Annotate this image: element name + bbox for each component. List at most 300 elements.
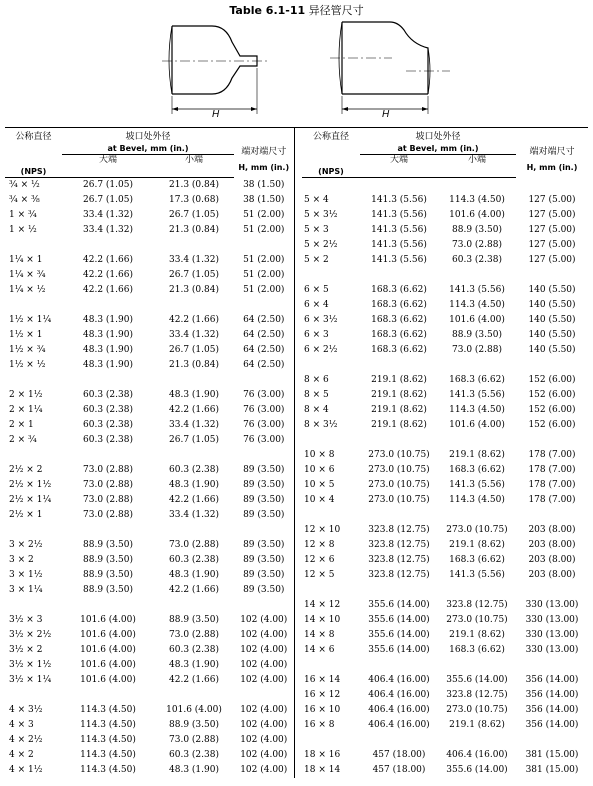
cell-h: 51 (2.00) [234, 223, 294, 238]
cell-nps [5, 238, 62, 253]
cell-h: 102 (4.00) [234, 748, 294, 763]
cell-h-right: 152 (6.00) [528, 375, 576, 385]
cell-od-large: 60.3 (2.38) [83, 405, 133, 415]
cell-od-large-right: 457 (18.00) [372, 750, 426, 760]
cell-nps-right: 6 × 3 [304, 330, 329, 340]
cell-od-small: 42.2 (1.66) [169, 495, 219, 505]
cell-od-small-right [438, 733, 516, 748]
cell-od-large: 26.7 (1.05) [83, 180, 133, 190]
cell-nps-right: 10 × 4 [304, 495, 335, 505]
cell-od-large-right: 406.4 (16.00) [368, 690, 430, 700]
cell-h-right: 152 (6.00) [528, 405, 576, 415]
table-row [5, 508, 588, 523]
cell-od-large-right: 168.3 (6.62) [371, 300, 427, 310]
table-number: Table 6.1-11 [229, 4, 306, 17]
cell-h: 76 (3.00) [234, 433, 294, 448]
cell-od-large: 73.0 (2.88) [83, 465, 133, 475]
cell-h-right: 140 (5.50) [528, 345, 576, 355]
cell-nps-right: 5 × 2 [304, 255, 329, 265]
header-h-en: H, mm (in.) [238, 163, 290, 173]
cell-h: 76 (3.00) [234, 403, 294, 418]
cell-od-large [62, 523, 154, 538]
cell-h: 89 (3.50) [234, 568, 294, 583]
concentric-reducer-drawing [162, 26, 270, 114]
header-small: 小端 [184, 155, 203, 165]
cell-od-small [154, 298, 234, 313]
table-row [5, 328, 588, 343]
cell-od-small: 101.6 (4.00) [166, 705, 222, 715]
cell-od-large: 48.3 (1.90) [83, 315, 133, 325]
cell-od-large-right [360, 178, 438, 194]
cell-nps: 1 × ¾ [9, 210, 37, 220]
cell-nps: 3½ × 2½ [9, 630, 52, 640]
table-row [5, 418, 588, 433]
cell-spacer [294, 598, 302, 613]
cell-od-small: 88.9 (3.50) [169, 720, 219, 730]
cell-nps: 4 × 3 [9, 720, 34, 730]
cell-od-small: 48.3 (1.90) [169, 765, 219, 775]
cell-od-small: 26.7 (1.05) [169, 270, 219, 280]
cell-od-small-right: 219.1 (8.62) [449, 630, 505, 640]
cell-od-small: 26.7 (1.05) [169, 435, 219, 445]
cell-od-small: 33.4 (1.32) [169, 510, 219, 520]
cell-od-small: 33.4 (1.32) [169, 255, 219, 265]
cell-od-large-right: 273.0 (10.75) [368, 450, 430, 460]
cell-nps-right [302, 733, 360, 748]
header-od-cn: 坡口处外径 [62, 128, 234, 144]
cell-od-large-right: 168.3 (6.62) [371, 315, 427, 325]
header-row-4 [5, 166, 588, 178]
cell-od-large: 42.2 (1.66) [83, 270, 133, 280]
dimension-label-h-left: H [212, 109, 220, 120]
cell-od-small-right: 101.6 (4.00) [449, 420, 505, 430]
table-row [5, 478, 588, 493]
cell-od-small-right: 88.9 (3.50) [452, 330, 502, 340]
cell-spacer [294, 238, 302, 253]
cell-spacer [294, 733, 302, 748]
cell-h-right: 356 (14.00) [525, 705, 579, 715]
cell-od-small: 73.0 (2.88) [169, 630, 219, 640]
cell-od-large: 33.4 (1.32) [83, 210, 133, 220]
cell-nps: 2 × ¾ [9, 435, 37, 445]
cell-od-large [62, 688, 154, 703]
cell-nps-right [302, 508, 360, 523]
cell-nps: 1½ × 1 [9, 330, 43, 340]
cell-od-large-right: 406.4 (16.00) [368, 705, 430, 715]
cell-nps-right [302, 178, 360, 194]
eccentric-reducer-drawing [330, 22, 450, 114]
cell-od-small [154, 688, 234, 703]
cell-od-small: 42.2 (1.66) [169, 675, 219, 685]
cell-spacer [294, 298, 302, 313]
cell-h: 102 (4.00) [234, 628, 294, 643]
cell-od-large-right: 323.8 (12.75) [368, 570, 430, 580]
table-row [5, 643, 588, 658]
cell-nps-right: 12 × 10 [304, 525, 341, 535]
header-od-en: at Bevel, mm (in.) [62, 143, 234, 155]
cell-od-large-right: 355.6 (14.00) [368, 615, 430, 625]
cell-od-large [62, 298, 154, 313]
cell-spacer [294, 763, 302, 778]
cell-h: 89 (3.50) [234, 478, 294, 493]
cell-nps: 3½ × 2 [9, 645, 43, 655]
cell-od-large-right: 219.1 (8.62) [371, 405, 427, 415]
cell-od-large: 48.3 (1.90) [83, 345, 133, 355]
cell-spacer [294, 223, 302, 238]
cell-spacer [294, 538, 302, 553]
cell-od-large-right: 273.0 (10.75) [368, 465, 430, 475]
cell-h-right: 330 (13.00) [525, 630, 579, 640]
cell-nps [5, 688, 62, 703]
cell-nps-right: 6 × 2½ [304, 345, 338, 355]
cell-spacer [294, 583, 302, 598]
cell-spacer [294, 403, 302, 418]
cell-nps: 2½ × 1½ [9, 480, 52, 490]
cell-od-small-right: 219.1 (8.62) [449, 720, 505, 730]
cell-nps-right: 14 × 6 [304, 645, 335, 655]
cell-h-right: 381 (15.00) [525, 765, 579, 775]
table-row [5, 463, 588, 478]
cell-h [234, 598, 294, 613]
cell-spacer [294, 478, 302, 493]
cell-h-right: 152 (6.00) [528, 390, 576, 400]
cell-od-small-right: 219.1 (8.62) [449, 450, 505, 460]
table-row [5, 658, 588, 673]
cell-od-large-right: 141.3 (5.56) [371, 225, 427, 235]
cell-od-small [154, 238, 234, 253]
cell-od-small-right: 273.0 (10.75) [446, 525, 508, 535]
cell-h-right: 140 (5.50) [528, 300, 576, 310]
table-row [5, 268, 588, 283]
cell-h-right: 203 (8.00) [528, 540, 576, 550]
cell-h [234, 373, 294, 388]
cell-spacer [294, 178, 302, 194]
header-nps-cn: 公称直径 [5, 128, 62, 144]
cell-od-small-right: 323.8 (12.75) [446, 690, 508, 700]
table-row [5, 703, 588, 718]
cell-h-right: 127 (5.00) [528, 210, 576, 220]
table-row [5, 313, 588, 328]
cell-od-small-right: 73.0 (2.88) [452, 240, 502, 250]
cell-nps-right: 5 × 4 [304, 195, 329, 205]
cell-od-small-right: 273.0 (10.75) [446, 615, 508, 625]
cell-od-small-right: 141.3 (5.56) [449, 285, 505, 295]
cell-h-right: 178 (7.00) [528, 450, 576, 460]
cell-spacer [294, 628, 302, 643]
cell-od-large: 88.9 (3.50) [83, 585, 133, 595]
cell-h: 64 (2.50) [234, 313, 294, 328]
cell-od-small: 21.3 (0.84) [169, 225, 219, 235]
cell-h: 89 (3.50) [234, 463, 294, 478]
cell-od-small-right [438, 358, 516, 373]
cell-od-large: 101.6 (4.00) [80, 630, 136, 640]
cell-h: 89 (3.50) [234, 493, 294, 508]
cell-od-small [154, 448, 234, 463]
cell-od-large: 60.3 (2.38) [83, 390, 133, 400]
cell-od-large-right: 141.3 (5.56) [371, 195, 427, 205]
cell-spacer [294, 283, 302, 298]
cell-od-large: 88.9 (3.50) [83, 570, 133, 580]
table-row [5, 523, 588, 538]
cell-od-large: 88.9 (3.50) [83, 555, 133, 565]
cell-od-large [62, 238, 154, 253]
table-row [5, 178, 588, 194]
cell-od-small-right: 168.3 (6.62) [449, 375, 505, 385]
cell-h-right: 203 (8.00) [528, 570, 576, 580]
table-row [5, 583, 588, 598]
cell-h-right [516, 358, 588, 373]
cell-od-large: 48.3 (1.90) [83, 360, 133, 370]
cell-od-small-right: 141.3 (5.56) [449, 480, 505, 490]
table-row [5, 358, 588, 373]
cell-h: 38 (1.50) [234, 178, 294, 194]
header-h-cn [234, 143, 294, 178]
cell-od-small-right: 114.3 (4.50) [449, 495, 505, 505]
cell-od-large-right: 323.8 (12.75) [368, 555, 430, 565]
cell-od-small: 26.7 (1.05) [169, 210, 219, 220]
reducer-diagram [160, 14, 450, 124]
cell-h: 64 (2.50) [234, 328, 294, 343]
cell-od-large: 60.3 (2.38) [83, 420, 133, 430]
cell-od-small: 26.7 (1.05) [169, 345, 219, 355]
cell-od-small: 73.0 (2.88) [169, 540, 219, 550]
cell-od-large-right: 406.4 (16.00) [368, 720, 430, 730]
cell-h-right: 140 (5.50) [528, 315, 576, 325]
table-row [5, 568, 588, 583]
cell-h-right: 203 (8.00) [528, 525, 576, 535]
cell-nps-right: 6 × 3½ [304, 315, 338, 325]
cell-spacer [294, 493, 302, 508]
cell-h-right: 178 (7.00) [528, 495, 576, 505]
cell-nps: ¾ × ⅜ [9, 195, 40, 205]
cell-spacer [294, 253, 302, 268]
table-row [5, 283, 588, 298]
header-od-cn-right: 坡口处外径 [360, 128, 516, 144]
cell-od-large-right: 457 (18.00) [372, 765, 426, 775]
cell-nps [5, 448, 62, 463]
cell-od-large-right: 406.4 (16.00) [368, 675, 430, 685]
cell-h-right: 127 (5.00) [528, 255, 576, 265]
cell-nps: 3 × 1½ [9, 570, 43, 580]
cell-h-right: 178 (7.00) [528, 480, 576, 490]
cell-od-small: 21.3 (0.84) [169, 360, 219, 370]
cell-h: 51 (2.00) [234, 208, 294, 223]
table-row [5, 238, 588, 253]
cell-spacer [294, 703, 302, 718]
cell-nps-right: 16 × 10 [304, 705, 341, 715]
cell-h: 102 (4.00) [234, 673, 294, 688]
cell-od-large: 114.3 (4.50) [80, 735, 136, 745]
header-od-en-right: at Bevel, mm (in.) [360, 143, 516, 155]
cell-nps-right: 10 × 8 [304, 450, 335, 460]
cell-nps-right: 8 × 3½ [304, 420, 338, 430]
data-table [5, 127, 588, 778]
cell-od-large-right: 168.3 (6.62) [371, 330, 427, 340]
cell-nps-right: 5 × 3½ [304, 210, 338, 220]
header-large-right: 大端 [389, 155, 408, 165]
cell-od-small-right: 168.3 (6.62) [449, 555, 505, 565]
cell-spacer [294, 643, 302, 658]
cell-od-large-right: 219.1 (8.62) [371, 375, 427, 385]
cell-od-small: 17.3 (0.68) [169, 195, 219, 205]
cell-h-right: 330 (13.00) [525, 600, 579, 610]
cell-od-small-right: 114.3 (4.50) [449, 195, 505, 205]
cell-od-small: 21.3 (0.84) [169, 285, 219, 295]
table-row [5, 733, 588, 748]
cell-od-large-right: 355.6 (14.00) [368, 600, 430, 610]
cell-nps-right: 16 × 14 [304, 675, 341, 685]
cell-h: 51 (2.00) [234, 268, 294, 283]
cell-od-large-right: 219.1 (8.62) [371, 420, 427, 430]
cell-od-large [62, 373, 154, 388]
cell-od-large: 101.6 (4.00) [80, 660, 136, 670]
cell-nps-right: 14 × 10 [304, 615, 341, 625]
cell-nps-right: 12 × 8 [304, 540, 335, 550]
cell-spacer [294, 208, 302, 223]
cell-spacer [294, 328, 302, 343]
table-row [5, 388, 588, 403]
cell-od-small: 48.3 (1.90) [169, 390, 219, 400]
cell-od-large: 101.6 (4.00) [80, 675, 136, 685]
table-row [5, 688, 588, 703]
cell-nps: 2 × 1½ [9, 390, 43, 400]
cell-h-right [516, 733, 588, 748]
cell-od-large-right: 168.3 (6.62) [371, 285, 427, 295]
cell-nps-right: 8 × 6 [304, 375, 329, 385]
cell-h [234, 238, 294, 253]
cell-nps: 1¼ × 1 [9, 255, 43, 265]
cell-od-small: 48.3 (1.90) [169, 480, 219, 490]
cell-nps [5, 523, 62, 538]
cell-od-large-right: 323.8 (12.75) [368, 525, 430, 535]
cell-od-large: 114.3 (4.50) [80, 720, 136, 730]
cell-h-right [516, 178, 588, 194]
cell-nps-right: 18 × 14 [304, 765, 341, 775]
cell-nps-right [302, 433, 360, 448]
cell-h-right: 127 (5.00) [528, 225, 576, 235]
cell-h-right [516, 658, 588, 673]
table-row [5, 598, 588, 613]
cell-spacer [294, 433, 302, 448]
cell-nps: 4 × 3½ [9, 705, 43, 715]
header-row-3 [5, 155, 588, 167]
cell-spacer [294, 718, 302, 733]
cell-h: 51 (2.00) [234, 253, 294, 268]
header-h-en: H, mm (in.) [526, 163, 578, 173]
cell-nps: 2½ × 2 [9, 465, 43, 475]
cell-spacer [294, 193, 302, 208]
cell-od-small-right: 406.4 (16.00) [446, 750, 508, 760]
cell-od-small-right: 101.6 (4.00) [449, 210, 505, 220]
cell-od-small-right: 168.3 (6.62) [449, 645, 505, 655]
header-small-right: 小端 [467, 155, 486, 165]
cell-nps-right: 12 × 5 [304, 570, 335, 580]
cell-h-right: 356 (14.00) [525, 690, 579, 700]
table-row [5, 718, 588, 733]
cell-od-large: 26.7 (1.05) [83, 195, 133, 205]
cell-od-small: 60.3 (2.38) [169, 645, 219, 655]
cell-spacer [294, 313, 302, 328]
cell-spacer [294, 268, 302, 283]
cell-od-small: 73.0 (2.88) [169, 735, 219, 745]
cell-od-small-right: 60.3 (2.38) [452, 255, 502, 265]
cell-od-large: 101.6 (4.00) [80, 615, 136, 625]
cell-od-small-right: 141.3 (5.56) [449, 390, 505, 400]
cell-nps-right: 18 × 16 [304, 750, 341, 760]
cell-od-large-right [360, 268, 438, 283]
cell-od-large-right: 273.0 (10.75) [368, 495, 430, 505]
cell-nps: 1¼ × ¾ [9, 270, 46, 280]
cell-h: 102 (4.00) [234, 703, 294, 718]
cell-spacer [294, 673, 302, 688]
table-row [5, 448, 588, 463]
cell-nps: 1½ × ½ [9, 360, 46, 370]
cell-h: 102 (4.00) [234, 658, 294, 673]
dimension-label-h-right: H [382, 109, 390, 120]
cell-nps: 1 × ½ [9, 225, 37, 235]
cell-od-small: 42.2 (1.66) [169, 405, 219, 415]
cell-od-large: 88.9 (3.50) [83, 540, 133, 550]
cell-spacer [294, 358, 302, 373]
cell-h: 89 (3.50) [234, 583, 294, 598]
cell-od-large-right [360, 508, 438, 523]
cell-h: 76 (3.00) [234, 388, 294, 403]
cell-spacer [294, 508, 302, 523]
cell-spacer [294, 463, 302, 478]
table-row [5, 208, 588, 223]
cell-h: 64 (2.50) [234, 343, 294, 358]
cell-od-large-right [360, 658, 438, 673]
table-row [5, 748, 588, 763]
cell-od-small: 48.3 (1.90) [169, 570, 219, 580]
cell-h-right: 330 (13.00) [525, 645, 579, 655]
cell-od-large [62, 598, 154, 613]
cell-od-small-right: 168.3 (6.62) [449, 465, 505, 475]
cell-od-small-right: 88.9 (3.50) [452, 225, 502, 235]
header-h-cn-text: 端对端尺寸 [241, 147, 287, 158]
cell-nps-right [302, 658, 360, 673]
reducer-dimension-table [5, 127, 588, 778]
header-row-1 [5, 128, 588, 144]
cell-od-small-right [438, 583, 516, 598]
cell-od-small: 60.3 (2.38) [169, 750, 219, 760]
cell-od-large-right: 355.6 (14.00) [368, 645, 430, 655]
cell-od-large-right: 355.6 (14.00) [368, 630, 430, 640]
cell-spacer [294, 553, 302, 568]
cell-od-large: 42.2 (1.66) [83, 255, 133, 265]
table-row [5, 343, 588, 358]
cell-od-small: 42.2 (1.66) [169, 315, 219, 325]
cell-nps: 3½ × 3 [9, 615, 43, 625]
cell-od-small-right: 355.6 (14.00) [446, 765, 508, 775]
cell-h: 89 (3.50) [234, 508, 294, 523]
cell-nps: 1½ × 1¼ [9, 315, 52, 325]
cell-h: 102 (4.00) [234, 763, 294, 778]
table-row [5, 553, 588, 568]
cell-od-large-right [360, 733, 438, 748]
table-row [5, 373, 588, 388]
cell-nps: 2 × 1¼ [9, 405, 43, 415]
cell-h: 102 (4.00) [234, 718, 294, 733]
cell-nps-right: 16 × 12 [304, 690, 341, 700]
header-nps-cn-right: 公称直径 [302, 128, 360, 144]
cell-nps: 3 × 1¼ [9, 585, 43, 595]
cell-h-right: 140 (5.50) [528, 285, 576, 295]
cell-od-small: 33.4 (1.32) [169, 420, 219, 430]
cell-spacer [294, 523, 302, 538]
cell-od-small [154, 598, 234, 613]
cell-od-large-right: 273.0 (10.75) [368, 480, 430, 490]
